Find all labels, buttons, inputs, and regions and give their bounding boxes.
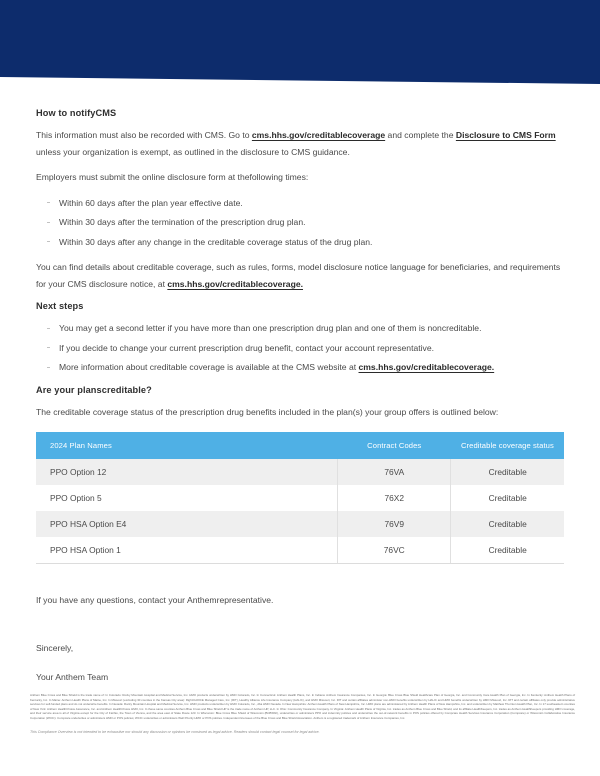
- section-title-how-to-notify-cms: How to notifyCMS: [36, 108, 117, 118]
- footer-disclaimer-text: This Compliance Overview is not intended to be exhaustive nor should any discussion or opinions be construed as legal advice. Readers should contact legal counsel for legal advice.: [30, 729, 320, 734]
- plans-intro-paragraph: The creditable coverage status of the prescription drug benefits included in the plan(s) your group offers is outlined below:: [36, 406, 499, 417]
- document-body: [0, 108, 600, 686]
- cell-plan-name: PPO Option 5: [50, 493, 102, 503]
- notify-paragraph-1: [36, 127, 564, 160]
- cell-contract-code: 76X2: [338, 485, 451, 511]
- cell-plan-name: PPO Option 12: [36, 459, 338, 485]
- column-header-plan-names: 2024 Plan Names: [36, 432, 338, 459]
- cell-plan-name: PPO HSA Option 1: [36, 537, 338, 564]
- table-row: [36, 537, 564, 564]
- plans-table-container: [0, 432, 600, 564]
- table-row: [36, 511, 564, 537]
- page-header-banner: [0, 0, 600, 86]
- link-disclosure-to-cms-form[interactable]: Disclosure to CMS Form: [455, 130, 556, 140]
- list-item: Within 30 days after the termination of the prescription drug plan.: [36, 214, 564, 231]
- list-item: You may get a second letter if you have more than one prescription drug plan and one of them is noncreditable.: [36, 320, 564, 337]
- cell-contract-code: 76V9: [338, 511, 451, 537]
- cell-creditable-status: Creditable: [451, 459, 564, 485]
- page-footer: [30, 693, 575, 735]
- notify-paragraph-2: Employers must submit the online disclosure form at thefollowing times:: [36, 172, 309, 182]
- cell-creditable-status: Creditable: [451, 485, 564, 511]
- footer-legal-text: Anthem Blue Cross and Blue Shield is the trade name of: In Colorado: Rocky Mountain Hospital and Medical Service, Inc. HMO products underwritten by HMO Colorado, Inc. In Connecticut: Anthem Health Plans, Inc. In Indiana: Anthem Insurance Companies, Inc. In Georgia: Blue Cross Blue Shield Healthcare Plan of Georgia, Inc. and Community Care Health Plan of Georgia, Inc. In Kentucky: Anthem Health Plans of Kentucky, Inc. In Maine: Anthem Health Plans of Maine, Inc. In Missouri (excluding 30 counties in the Kansas City area): RightCHOICE Managed Care, Inc. (RIT), Healthy Alliance Life Insurance Company (HALIC), and HMO Missouri, Inc. RIT and certain affiliates administer non-HMO benefits underwritten by HALIC and HMO benefits underwritten by HMO Missouri, Inc. RIT and certain affiliates only provide administrative services for self-funded plans and do not underwrite benefits. In Nevada: Rocky Mountain Hospital and Medical Service, Inc. HMO products underwritten by HMO Colorado, Inc., dba HMO Nevada. In New Hampshire: Anthem Health Plans of New Hampshire, Inc. HMO plans are administered by Anthem Health Plans of New Hampshire, Inc. and underwritten by Matthew Thornton Health Plan, Inc. In 17 southeastern counties of New York: Anthem HealthChoice Assurance, Inc. and Anthem HealthChoice HMO, Inc. In these same counties Anthem Blue Cross and Blue Shield HP is the trade name of Anthem HP, LLC. In Ohio: Community Insurance Company. In Virginia: Anthem Health Plans of Virginia, Inc. trades as Anthem Blue Cross and Blue Shield, and its affiliate HealthKeepers, Inc. trades as Anthem HealthKeepers providing HMO coverage, and their service area is all of Virginia except for the City of Fairfax, the Town of Vienna, and the area east of State Route 123. In Wisconsin: Blue Cross Blue Shield of Wisconsin (BCBSWI), underwrites or administers PPO and indemnity policies and underwrites the out-of-network benefits in POS policies offered by Compcare Health Services Insurance Corporation (Compcare) or Wisconsin Collaborative Insurance Corporation (WCIC). Compcare underwrites or administers HMO or POS policies; WCIC underwrites or administers Well Priority HMO or POS policies. Independent licensees of the Blue Cross and Blue Shield Association. Anthem is a registered trademark of Anthem Insurance Companies, Inc.: [30, 693, 575, 720]
- link-cms-creditablecoverage-1[interactable]: cms.hhs.gov/creditablecoverage: [251, 130, 386, 140]
- cell-creditable-status: Creditable: [451, 537, 564, 564]
- list-item: If you decide to change your current prescription drug benefit, contact your account representative.: [36, 340, 564, 357]
- notify-para1-text-b: and complete the: [385, 130, 456, 140]
- notify-para1-text-c: unless your organization is exempt, as outlined in the disclosure to CMS guidance.: [36, 146, 350, 157]
- closing-questions-line: If you have any questions, contact your Anthemrepresentative.: [36, 595, 274, 605]
- closing-sign-off: Sincerely,: [36, 642, 74, 653]
- list-item: Within 60 days after the plan year effective date.: [36, 195, 564, 212]
- link-cms-creditablecoverage-2[interactable]: cms.hhs.gov/creditablecoverage.: [167, 278, 304, 289]
- table-row: [36, 485, 564, 511]
- notify-para3-text-a: You can find details about creditable coverage, such as rules, forms, model disclosure notice language for beneficiaries, and requirements for your CMS disclosure notice, at: [36, 262, 561, 289]
- table-header-row: [36, 432, 564, 459]
- notify-cms-section: [0, 108, 600, 420]
- closing-signature-name: Your Anthem Team: [36, 672, 109, 682]
- notify-para1-text-a: This information must also be recorded with CMS. Go to: [36, 130, 252, 140]
- plans-table: [36, 432, 564, 564]
- plans-table-body: [36, 459, 564, 564]
- cell-contract-code: 76VA: [338, 459, 451, 485]
- table-row: [36, 459, 564, 485]
- link-cms-creditablecoverage-3[interactable]: cms.hhs.gov/creditablecoverage.: [358, 362, 495, 372]
- notify-paragraph-3: [36, 259, 564, 292]
- list-item: Within 30 days after any change in the creditable coverage status of the drug plan.: [36, 234, 564, 251]
- column-header-contract-codes: Contract Codes: [338, 432, 451, 459]
- notify-bullet-list: [36, 195, 564, 251]
- list-item: [36, 359, 564, 376]
- cell-contract-code: 76VC: [338, 537, 451, 564]
- next-steps-bullet3-text: More information about creditable coverage is available at the CMS website at: [59, 362, 359, 372]
- cell-plan-name: PPO HSA Option E4: [36, 511, 338, 537]
- column-header-creditable-status: Creditable coverage status: [451, 432, 564, 459]
- section-title-next-steps: Next steps: [36, 301, 84, 311]
- plans-table-head: [36, 432, 564, 459]
- cell-creditable-status: Creditable: [451, 511, 564, 537]
- section-title-are-your-plans-creditable: Are your planscreditable?: [36, 384, 152, 395]
- closing-section: [0, 592, 600, 686]
- next-steps-bullet-list: [36, 320, 564, 376]
